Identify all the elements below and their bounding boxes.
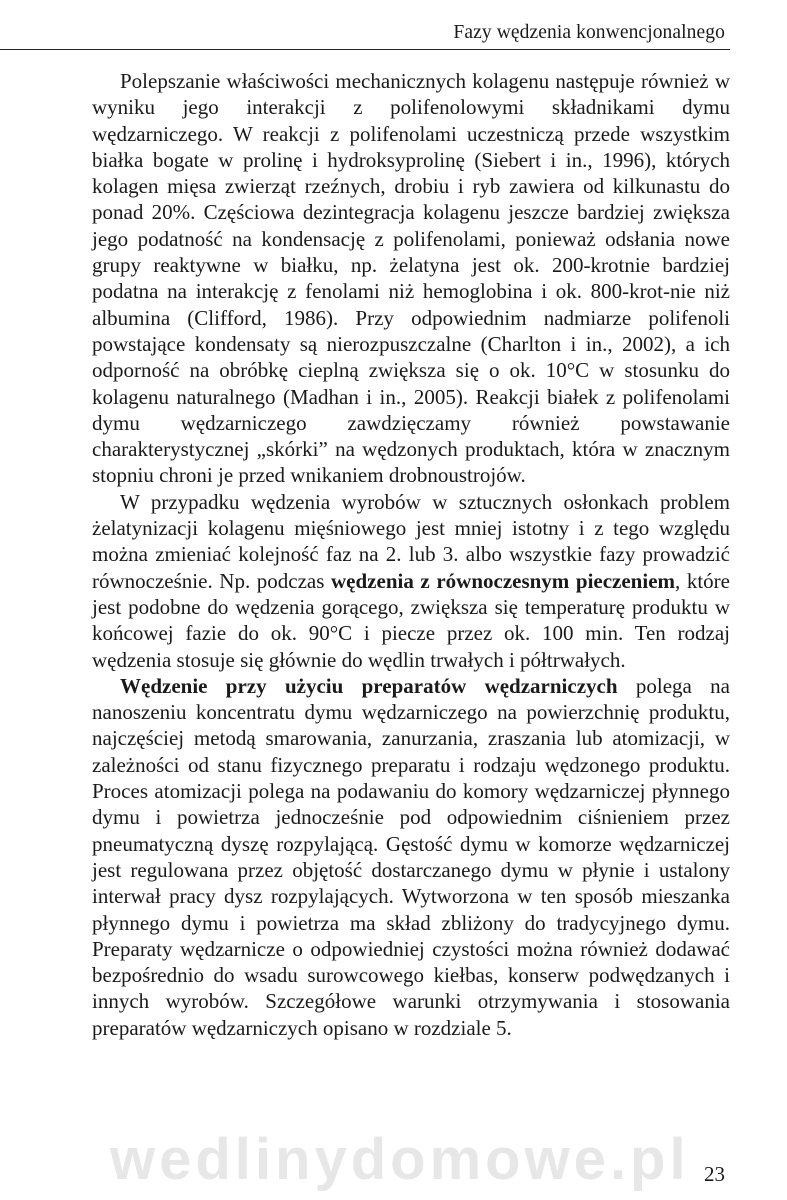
text-run: Polepszanie właściwości mechanicznych kolagenu następuje również w wyniku jego interakcji z polifenolowymi składnikami dymu wędzarniczego. W reakcji z polifenolami uczestniczą przede wszystkim białka bogate w prolinę i hydroksyprolinę (Siebert i in., 1996), których kolagen mięsa zwierząt rzeźnych, drobiu i ryb zawiera od kilkunastu do ponad 20%. Częściowa dezintegracja kolagenu jeszcze bardziej zwiększa jego podatność na kondensację z polifenolami, ponieważ odsłania nowe grupy reaktywne w białku, np. żelatyna jest ok. 200-krotnie bardziej podatna na interakcję z fenolami niż hemoglobina i ok. 800-krot-nie niż albumina (Clifford, 1986). Przy odpowiednim nadmiarze polifenoli powstające kondensaty są nierozpuszczalne (Charlton i in., 2002), a ich odporność na obróbkę cieplną zwiększa się o ok. 10°C w stosunku do kolagenu naturalnego (Madhan i in., 2005). Reakcji białek z polifenolami dymu wędzarniczego zawdzięczamy również powstawanie charakterystycznej „skórki” na wędzonych produktach, która w znacznym stopniu chroni je przed wnikaniem drobnoustrojów. — [92, 69, 730, 488]
watermark: wedlinydomowe.pl — [110, 1127, 690, 1192]
paragraph-artificial-casings — [92, 489, 730, 673]
text-run: polega na nanoszeniu koncentratu dymu wędzarniczego na powierzchnię produktu, najczęściej metodą smarowania, zanurzania, zraszania lub atomizacji, w zależności od stanu fizycznego preparatu i rodzaju wędzonego produktu. Proces atomizacji polega na podawaniu do komory wędzarniczej płynnego dymu i powietrza jednocześnie pod odpowiednim ciśnieniem przez pneumatyczną dyszę rozpylającą. Gęstość dymu w komorze wędzarniczej jest regulowana przez objętość dostarczanego dymu w płynie i ustalony interwał pracy dysz rozpylających. Wytworzona w ten sposób mieszanka płynnego dymu i powietrza ma skład zbliżony do tradycyjnego dymu. Preparaty wędzarnicze o odpowiedniej czystości można również dodawać bezpośrednio do wsadu surowcowego kiełbas, konserw podwędzanych i innych wyrobów. Szczegółowe warunki otrzymywania i stosowania preparatów wędzarniczych opisano w rozdziale 5. — [92, 673, 730, 1040]
body-text — [92, 68, 730, 1041]
header-rule — [0, 49, 730, 50]
bold-term: Wędzenie przy użyciu preparatów wędzarniczych — [120, 673, 618, 698]
page-number: 23 — [704, 1162, 725, 1186]
paragraph-collagen-polyphenols — [92, 68, 730, 489]
running-header: Fazy wędzenia konwencjonalnego — [453, 22, 725, 43]
text-run: , które jest podobne do wędzenia gorącego, zwiększa się temperaturę produktu w końcowej fazie do ok. 90°C i piecze przez ok. 100 min. Ten rodzaj wędzenia stosuje się głównie do wędlin trwałych i półtrwałych. — [92, 568, 730, 672]
bold-term: wędzenia z równoczesnym pieczeniem — [331, 568, 676, 593]
paragraph-smoke-preparations — [92, 673, 730, 1041]
text-run: W przypadku wędzenia wyrobów w sztucznych osłonkach problem żelatynizacji kolagenu mięśniowego jest mniej istotny i z tego względu można zmieniać kolejność faz na 2. lub 3. albo wszystkie fazy prowadzić równocześnie. Np. podczas — [92, 489, 730, 593]
